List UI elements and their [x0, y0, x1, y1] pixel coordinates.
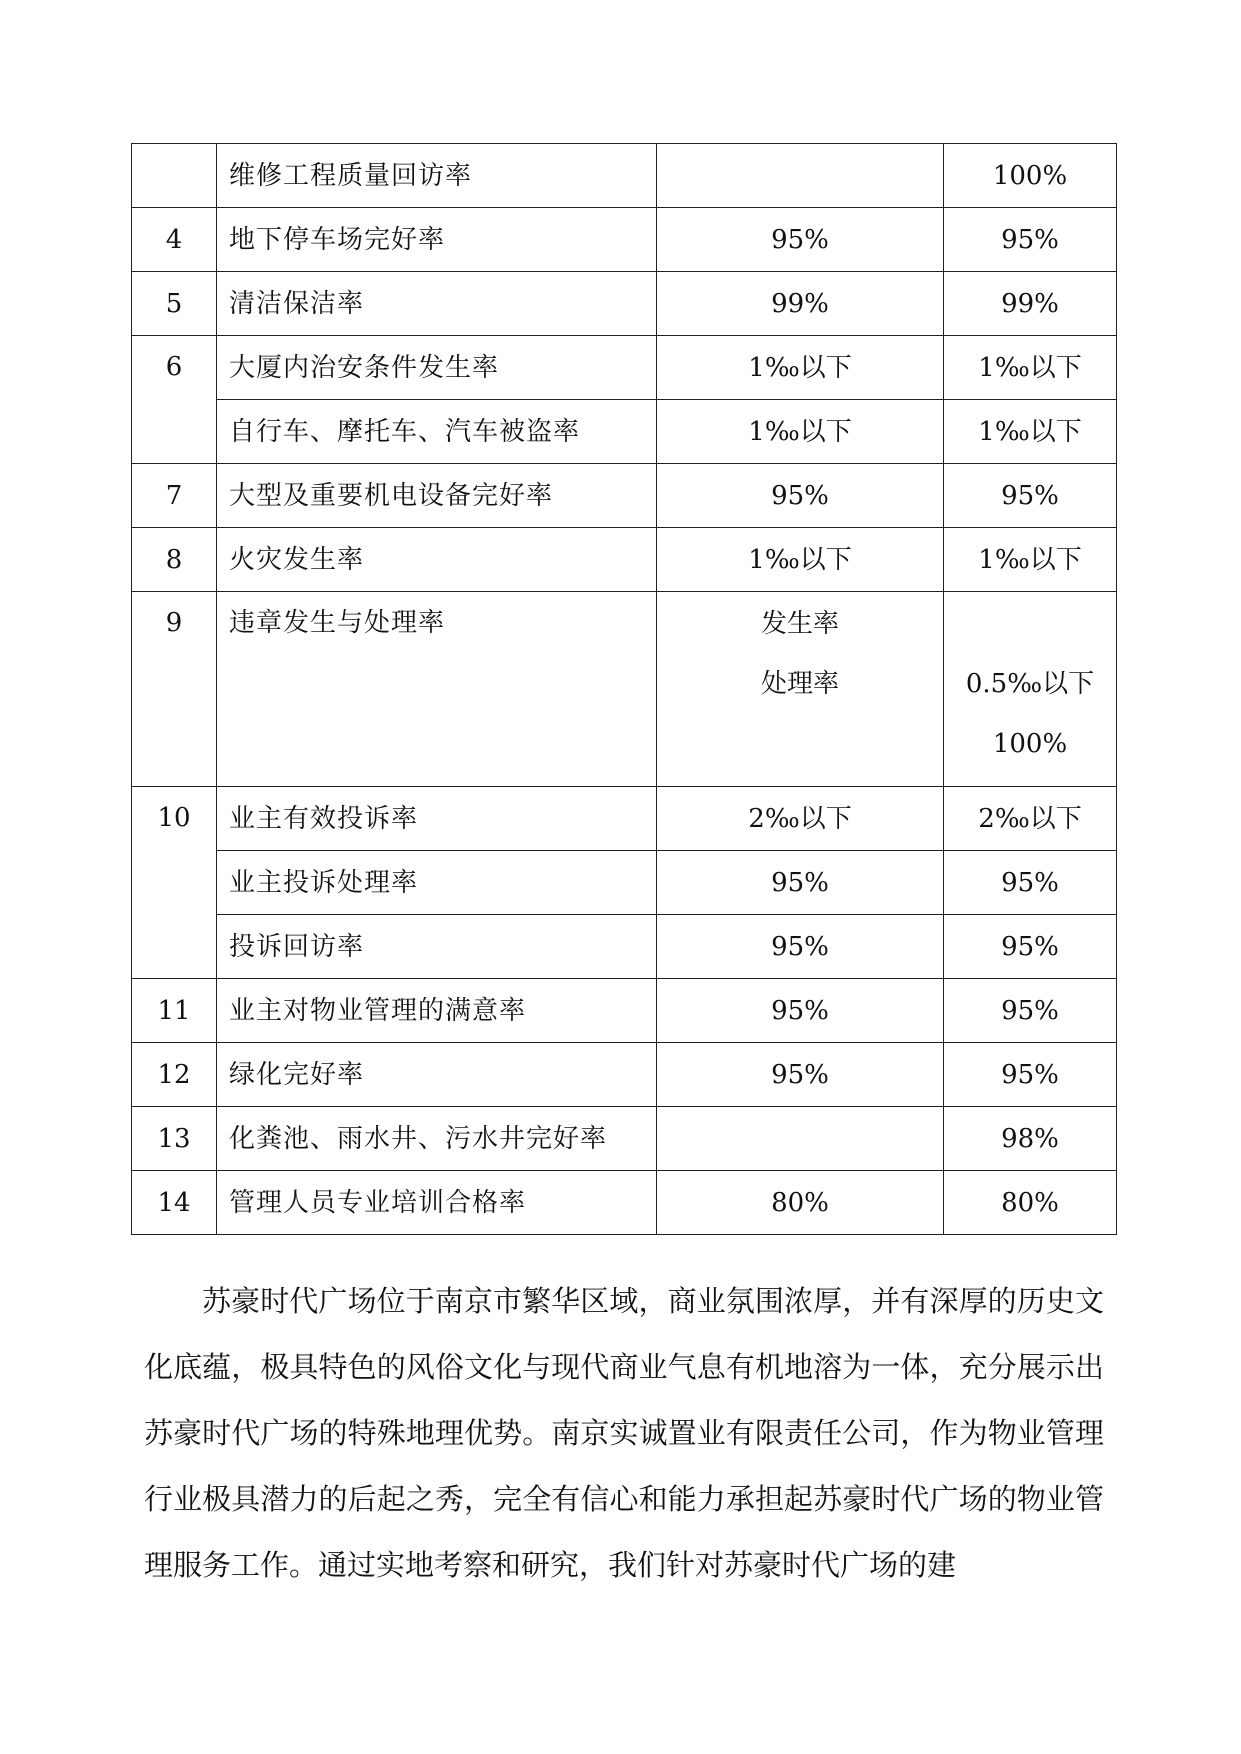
- table-row: [132, 400, 1117, 464]
- row-number-text: 6: [165, 352, 183, 382]
- row-standard: 95%: [657, 915, 944, 979]
- row-number: 4: [132, 208, 217, 272]
- standard-line: 发生率: [760, 609, 839, 639]
- table-row: [132, 272, 1117, 336]
- metrics-table: [131, 143, 1117, 1235]
- row-number-text: 9: [165, 608, 183, 638]
- table-row: [132, 851, 1117, 915]
- row-target: 95%: [944, 915, 1117, 979]
- row-number: 5: [132, 272, 217, 336]
- row-standard: 95%: [657, 208, 944, 272]
- row-number: 11: [132, 979, 217, 1043]
- row-target: 1‰以下: [944, 528, 1117, 592]
- row-item-text: 违章发生与处理率: [229, 608, 446, 638]
- row-target: [944, 592, 1117, 787]
- target-line: 100%: [992, 729, 1068, 759]
- table-row: [132, 336, 1117, 400]
- row-target: 95%: [944, 1043, 1117, 1107]
- row-item: 业主有效投诉率: [217, 787, 657, 851]
- row-item: 清洁保洁率: [217, 272, 657, 336]
- row-item: 业主对物业管理的满意率: [217, 979, 657, 1043]
- table-row: [132, 592, 1117, 787]
- row-target: 95%: [944, 464, 1117, 528]
- row-item: 投诉回访率: [217, 915, 657, 979]
- table-row: [132, 464, 1117, 528]
- row-number: 14: [132, 1171, 217, 1235]
- table-row: [132, 208, 1117, 272]
- row-target: 99%: [944, 272, 1117, 336]
- target-line: 0.5‰以下: [965, 669, 1095, 699]
- row-number: [132, 144, 217, 208]
- row-item: 业主投诉处理率: [217, 851, 657, 915]
- row-standard: 99%: [657, 272, 944, 336]
- body-paragraph: 苏豪时代广场位于南京市繁华区域，商业氛围浓厚，并有深厚的历史文化底蕴，极具特色的风俗文化与现代商业气息有机地溶为一体，充分展示出苏豪时代广场的特殊地理优势。南京实诚置业有限责任公司，作为物业管理行业极具潜力的后起之秀，完全有信心和能力承担起苏豪时代广场的物业管理服务工作。通过实地考察和研究，我们针对苏豪时代广场的建: [144, 1284, 1104, 1582]
- row-target: 1‰以下: [944, 336, 1117, 400]
- table-row: [132, 1043, 1117, 1107]
- row-target: 2‰以下: [944, 787, 1117, 851]
- row-number: [132, 592, 217, 787]
- row-standard: 95%: [657, 1043, 944, 1107]
- row-item: 地下停车场完好率: [217, 208, 657, 272]
- row-standard: 1‰以下: [657, 528, 944, 592]
- row-number: 13: [132, 1107, 217, 1171]
- row-item: 绿化完好率: [217, 1043, 657, 1107]
- table-row: [132, 528, 1117, 592]
- row-target: 80%: [944, 1171, 1117, 1235]
- row-item: 维修工程质量回访率: [217, 144, 657, 208]
- row-number: 7: [132, 464, 217, 528]
- row-standard: [657, 592, 944, 787]
- row-target: 95%: [944, 851, 1117, 915]
- row-item: 大型及重要机电设备完好率: [217, 464, 657, 528]
- row-item: 大厦内治安条件发生率: [217, 336, 657, 400]
- table-row: [132, 979, 1117, 1043]
- row-standard: 1‰以下: [657, 336, 944, 400]
- row-standard: 80%: [657, 1171, 944, 1235]
- row-target: 95%: [944, 979, 1117, 1043]
- row-target: 98%: [944, 1107, 1117, 1171]
- row-item: 化粪池、雨水井、污水井完好率: [217, 1107, 657, 1171]
- row-standard: 1‰以下: [657, 400, 944, 464]
- row-number: [132, 336, 217, 464]
- row-target: 100%: [944, 144, 1117, 208]
- row-standard: [657, 144, 944, 208]
- row-standard: 95%: [657, 464, 944, 528]
- row-target: 95%: [944, 208, 1117, 272]
- row-standard: 95%: [657, 979, 944, 1043]
- row-item: 管理人员专业培训合格率: [217, 1171, 657, 1235]
- table-row: [132, 915, 1117, 979]
- table-row: [132, 1171, 1117, 1235]
- row-standard: 2‰以下: [657, 787, 944, 851]
- table-row: [132, 144, 1117, 208]
- row-standard: [657, 1107, 944, 1171]
- target-line-blank: [944, 592, 1116, 656]
- table-row: [132, 1107, 1117, 1171]
- standard-line: 处理率: [760, 669, 839, 699]
- row-item: [217, 592, 657, 787]
- row-number: 12: [132, 1043, 217, 1107]
- row-number: [132, 787, 217, 979]
- row-target: 1‰以下: [944, 400, 1117, 464]
- row-item: 自行车、摩托车、汽车被盗率: [217, 400, 657, 464]
- row-number-text: 10: [157, 803, 191, 833]
- row-item: 火灾发生率: [217, 528, 657, 592]
- row-number: 8: [132, 528, 217, 592]
- table-row: [132, 787, 1117, 851]
- row-standard: 95%: [657, 851, 944, 915]
